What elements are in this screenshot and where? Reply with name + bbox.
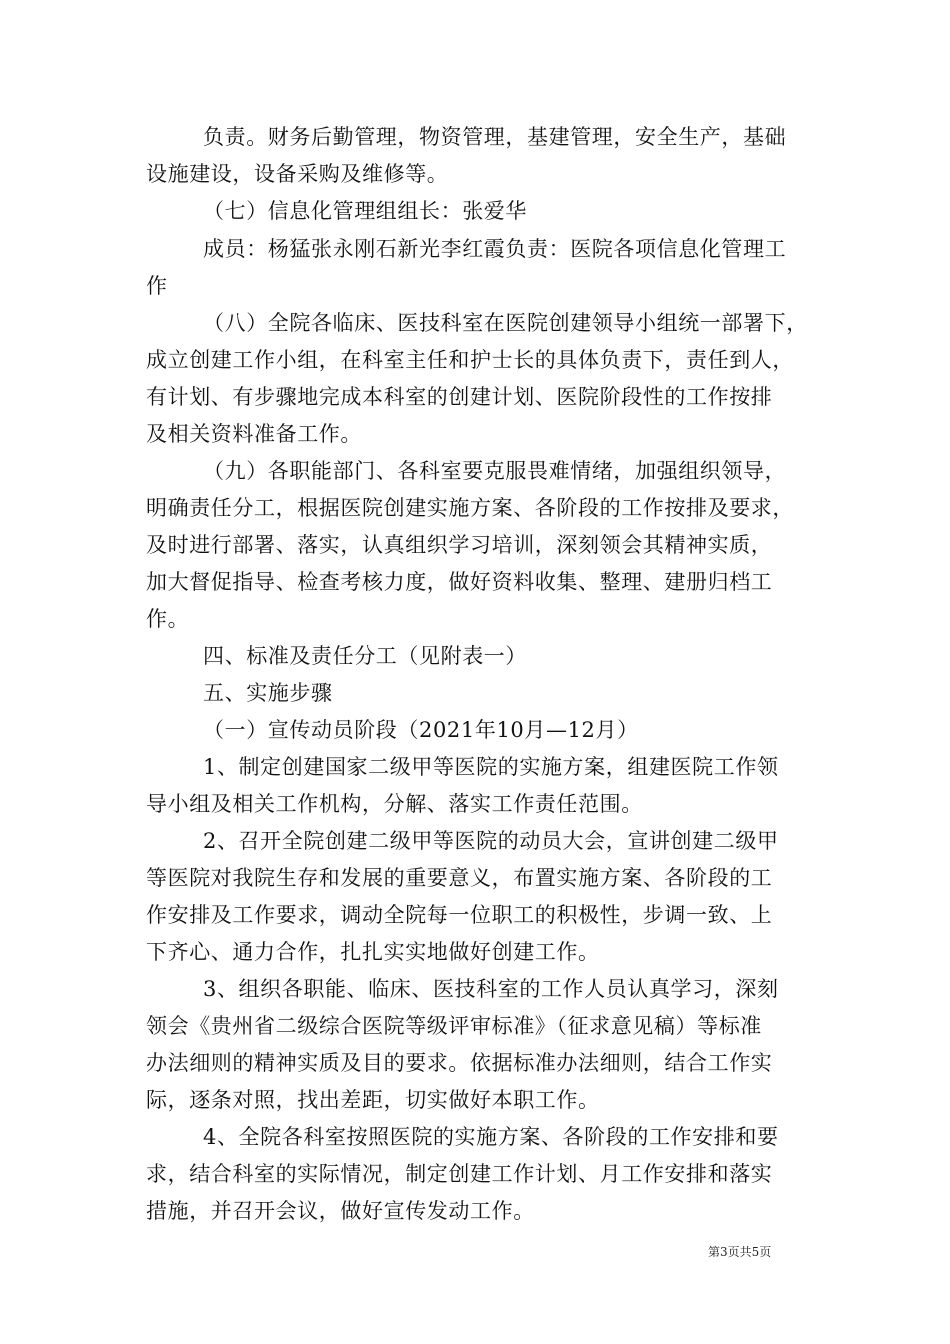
text-line: 等医院对我院生存和发展的重要意义，布置实施方案、各阶段的工 [146, 866, 773, 890]
text-line: 明确责任分工，根据医院创建实施方案、各阶段的工作按排及要求， [146, 496, 794, 520]
text-line: 负责。财务后勤管理，物资管理，基建管理，安全生产，基础 [203, 125, 787, 149]
text-line: 及时进行部署、落实，认真组织学习培训，深刻领会其精神实质， [146, 533, 773, 557]
text-line: 求，结合科室的实际情况，制定创建工作计划、月工作安排和落实 [146, 1162, 773, 1186]
text-line: 作。 [146, 607, 190, 631]
text-line: 2、召开全院创建二级甲等医院的动员大会，宣讲创建二级甲 [203, 829, 779, 853]
text-line: 际，逐条对照，找出差距，切实做好本职工作。 [146, 1088, 600, 1112]
page-footer: 第3页共5页 [708, 1245, 772, 1259]
text-line: 设施建设，设备采购及维修等。 [146, 162, 449, 186]
text-line: 四、标准及责任分工（见附表一） [203, 644, 527, 668]
text-line: 1、制定创建国家二级甲等医院的实施方案，组建医院工作领 [203, 755, 779, 779]
text-line: 领会《贵州省二级综合医院等级评审标准》（征求意见稿）等标准 [146, 1014, 762, 1038]
text-line: 五、实施步骤 [203, 681, 333, 705]
text-line: 作 [146, 274, 168, 298]
text-line: 成员：杨猛张永刚石新光李红霞负责：医院各项信息化管理工 [203, 237, 787, 261]
text-line: 加大督促指导、检查考核力度，做好资料收集、整理、建册归档工 [146, 570, 773, 594]
text-line: 作安排及工作要求，调动全院每一位职工的积极性，步调一致、上 [146, 903, 773, 927]
text-line: 成立创建工作小组，在科室主任和护士长的具体负责下，责任到人， [146, 348, 794, 372]
text-line: 导小组及相关工作机构，分解、落实工作责任范围。 [146, 792, 643, 816]
text-line: （七）信息化管理组组长：张爱华 [203, 199, 527, 223]
text-line: 措施，并召开会议，做好宣传发动工作。 [146, 1199, 535, 1223]
text-line: 办法细则的精神实质及目的要求。依据标准办法细则，结合工作实 [146, 1051, 773, 1075]
text-line: （一）宣传动员阶段（2021年10月—12月） [203, 718, 639, 742]
text-line: 下齐心、通力合作，扎扎实实地做好创建工作。 [146, 940, 600, 964]
text-line: 3、组织各职能、临床、医技科室的工作人员认真学习，深刻 [203, 977, 779, 1001]
text-line: （九）各职能部门、各科室要克服畏难情绪，加强组织领导， [203, 459, 787, 483]
text-line: 及相关资料准备工作。 [146, 422, 362, 446]
text-line: （八）全院各临床、医技科室在医院创建领导小组统一部署下， [203, 311, 808, 335]
text-line: 4、全院各科室按照医院的实施方案、各阶段的工作安排和要 [203, 1125, 779, 1149]
text-line: 有计划、有步骤地完成本科室的创建计划、医院阶段性的工作按排 [146, 385, 773, 409]
